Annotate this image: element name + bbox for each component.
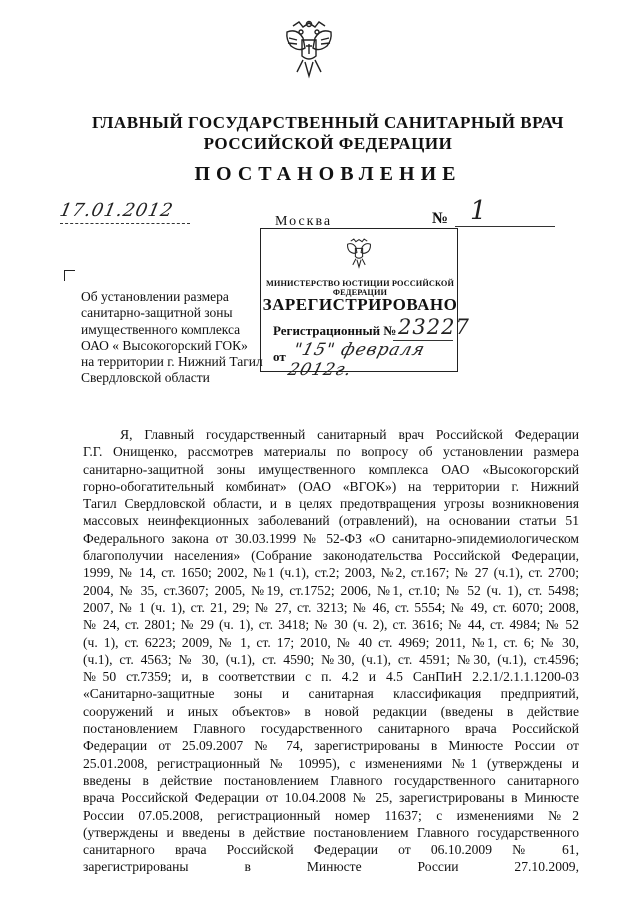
stamp-reg-number: 23227 <box>398 315 470 339</box>
stamp-from-label: от <box>273 349 286 364</box>
body-line: постановлением Главного государственного санитарного врача Российской <box>83 721 579 737</box>
body-line: санитарного врача Российской Федерации от 06.10.2009 № 61, <box>83 842 579 858</box>
stamp-ministry: МИНИСТЕРСТВО ЮСТИЦИИ РОССИЙСКОЙ ФЕДЕРАЦИИ <box>265 279 455 297</box>
body-text <box>83 426 579 876</box>
body-line: 1999, № 14, ст. 1650; 2002, №1 (ч.1), ст.2; 2003, №2, ст.167; № 27 (ч.1), ст. 2700; <box>83 565 579 581</box>
body-line: «Санитарно-защитные зоны и санитарная классификация предприятий, <box>83 686 579 702</box>
number-underline <box>455 226 555 227</box>
subject-line: имущественного комплекса <box>81 321 241 337</box>
document-title: ПОСТАНОВЛЕНИЕ <box>194 163 462 185</box>
body-line: массовых неинфекционных заболеваний (отравлений), на основании статьи 51 <box>83 513 579 529</box>
stamp-from-date: "15" февраля 2012г. <box>285 340 428 380</box>
body-line: благополучии населения» (Собрание законодательства Российской Федерации, <box>83 548 579 564</box>
body-line: 25.01.2008, регистрационный № 10995), с изменениями №1 (утверждены и <box>83 755 579 771</box>
subject-line: Свердловской области <box>81 370 210 386</box>
subject-corner-mark <box>64 270 75 281</box>
handwritten-date: 17.01.2012 <box>57 200 176 221</box>
issuer-line-1: ГЛАВНЫЙ ГОСУДАРСТВЕННЫЙ САНИТАРНЫЙ ВРАЧ <box>92 113 564 132</box>
body-line: 2007, № 1 (ч. 1), ст. 21, 29; № 27, ст. 3213; № 46, ст. 5554; № 49, ст. 6070; 2008, <box>83 599 579 615</box>
stamp-reg-label: Регистрационный № <box>273 323 397 338</box>
city: Москва <box>275 214 333 229</box>
registration-stamp <box>260 228 470 380</box>
body-line: Г.Г. Онищенко, рассмотрев материалы по вопросу об установлении размера <box>83 444 579 460</box>
subject-line: на территории г. Нижний Тагил <box>81 354 263 370</box>
body-line: 2004, № 35, ст.3607; 2005, №19, ст.1752; 2006, №1, ст.10; № 52 (ч. 1), ст. 5498; <box>83 582 579 598</box>
stamp-registered: ЗАРЕГИСТРИРОВАНО <box>262 295 458 314</box>
body-line: (утверждены и введены в действие постановлением Главного государственного <box>83 824 579 840</box>
body-line: врача Российской Федерации от 10.04.2008 № 25, зарегистрированы в Минюсте <box>83 790 579 806</box>
subject-line: ОАО « Высокогорский ГОК» <box>81 337 248 353</box>
number-label: № <box>432 210 449 227</box>
body-line: России 07.05.2008, регистрационный номер 11637; с изменениями №2 <box>83 807 579 823</box>
body-line: (ч. 1), ст. 6223; 2009, № 1, ст. 17; 2010, № 40 ст. 4969; 2011, №1, ст. 6; № 30, <box>83 634 579 650</box>
body-line: Тагил Свердловской области, и в целях предотвращения угрозы возникновения <box>83 496 579 512</box>
body-line: сооружений и иных объектов» в новой редакции (введены в действие <box>83 703 579 719</box>
body-line: введены в действие постановлением Главного государственного санитарного <box>83 772 579 788</box>
body-line: Федерации от 25.09.2007 № 74, зарегистрированы в Минюсте России от <box>83 738 579 754</box>
state-emblem-icon <box>283 18 335 80</box>
body-line: (ч.1), ст. 4563; № 30, (ч.1), ст. 4590; №30, (ч.1), ст. 4591; №30, (ч.1), ст.4596; <box>83 651 579 667</box>
body-line: санитарно-защитной зоны имущественного комплекса ОАО «Высокогорский <box>83 461 579 477</box>
issuer-line-2: РОССИЙСКОЙ ФЕДЕРАЦИИ <box>203 134 453 153</box>
body-line: зарегистрированы в Минюсте России 27.10.2009, <box>83 859 579 875</box>
body-line: № 24, ст. 2801; № 29 (ч. 1), ст. 3418; № 30 (ч. 2), ст. 3616; № 44, ст. 4984; № 52 <box>83 617 579 633</box>
handwritten-number: 1 <box>470 196 488 226</box>
subject-line: санитарно-защитной зоны <box>81 305 233 321</box>
body-line: горно-обогатительный комбинат» (ОАО «ВГОК») на территории г. Нижний <box>83 478 579 494</box>
body-line: Федерального закона от 30.03.1999 № 52-ФЗ «О санитарно-эпидемиологическом <box>83 530 579 546</box>
stamp-emblem-icon <box>344 237 374 269</box>
subject-line: Об установлении размера <box>81 289 229 304</box>
body-line: №50 ст.7359; и, в соответствии с п. 4.2 и 4.5 СанПиН 2.2.1/2.1.1.1200-03 <box>83 669 579 685</box>
subject-block <box>81 289 286 387</box>
date-underline <box>60 223 190 224</box>
body-line: Я, Главный государственный санитарный врач Российской Федерации <box>120 427 579 442</box>
